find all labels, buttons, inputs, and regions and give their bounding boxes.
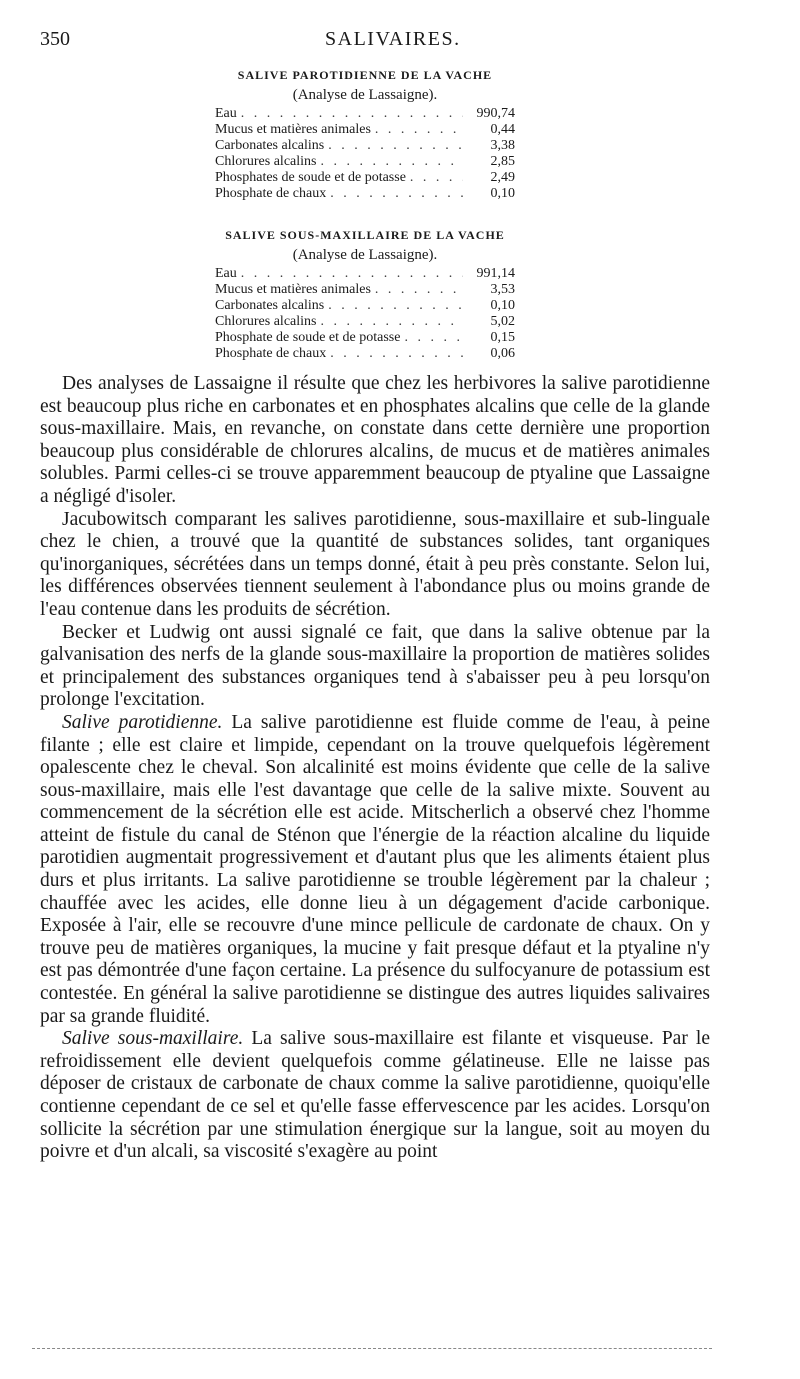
- row-label: Phosphate de chaux: [215, 346, 327, 361]
- row-value: 2,49: [490, 170, 515, 185]
- table-subtitle: (Analyse de Lassaigne).: [292, 247, 438, 263]
- table-row: [215, 122, 515, 138]
- leader-dots: [404, 330, 463, 346]
- paragraph: [40, 373, 710, 509]
- table-row: [215, 346, 515, 362]
- row-label: Mucus et matières animales: [215, 282, 371, 297]
- leader-dots: [320, 154, 463, 170]
- paragraph-text: La salive parotidienne est fluide comme de l'eau, à peine filante ; elle est claire et limpide, cependant on la trouve quelquefois légèrement opalescente chez le cheval. Son alcalinité est moins évidente que celle de la salive sous-maxillaire, mais elle l'est davantage que celle de la salive mixte. Souvent au commencement de la sécrétion elle est acide. Mitscherlich a observé chez l'homme atteint de fistule du canal de Sténon que l'énergie de la réaction alcaline du liquide parotidien augmentait progressivement et d'autant plus que les aliments étaient plus durs et plus irritants. La salive parotidienne se trouble légèrement par la chaleur ; chauffée avec les acides, elle donne lieu à un dégagement d'acide carbonique. Exposée à l'air, elle se recouvre d'une mince pellicule de cardonate de chaux. On y trouve peu de matières organiques, la mucine y fait presque défaut et la ptyaline n'y est pas démontrée d'une façon certaine. La présence du sulfocyanure de potassium est contestée. En général la salive parotidienne se distingue des autres liquides salivaires par sa grande fluidité.: [40, 711, 710, 1027]
- table-row: [215, 314, 515, 330]
- row-value: 991,14: [476, 266, 515, 281]
- row-value: 3,53: [490, 282, 515, 297]
- row-value: 990,74: [476, 106, 515, 121]
- table-row: [215, 106, 515, 122]
- leader-dots: [328, 138, 463, 154]
- row-label: Eau: [215, 106, 237, 121]
- table-row: [215, 330, 515, 346]
- paragraph-text: Jacubowitsch comparant les salives parotidienne, sous-maxillaire et sub-linguale chez le chien, a trouvé que la quantité de substances solides, tant organiques qu'inorganiques, sécrétées dans un temps donné, était à peu près constante. Selon lui, les différences observées tiennent seulement à l'abondance plus ou moins grande de l'eau contenue dans les produits de sécrétion.: [40, 508, 710, 620]
- paragraph: [40, 712, 710, 1028]
- leader-dots: [375, 282, 463, 298]
- leader-dots: [320, 314, 463, 330]
- paragraph-text: Becker et Ludwig ont aussi signalé ce fait, que dans la salive obtenue par la galvanisation des nerfs de la glande sous-maxillaire la proportion de matières solides et principalement des substances organiques tend à s'abaisser peu à peu lorsqu'on prolonge l'excitation.: [40, 621, 710, 711]
- table-row: [215, 138, 515, 154]
- table-row: [215, 154, 515, 170]
- analysis-table-submaxillary: [215, 226, 515, 362]
- row-label: Eau: [215, 266, 237, 281]
- leader-dots: [375, 122, 463, 138]
- section-heading-parotid: Salive parotidienne.: [62, 711, 223, 733]
- running-head: SALIVAIRES.: [325, 28, 461, 50]
- table-row: [215, 186, 515, 202]
- row-label: Phosphates de soude et de potasse: [215, 170, 406, 185]
- section-heading-submaxillary: Salive sous-maxillaire.: [62, 1028, 244, 1050]
- row-value: 0,15: [490, 330, 515, 345]
- row-value: 5,02: [490, 314, 515, 329]
- paragraph: [40, 1028, 710, 1164]
- paragraph: [40, 509, 710, 622]
- row-label: Chlorures alcalins: [215, 314, 317, 329]
- row-label: Phosphate de chaux: [215, 186, 327, 201]
- row-value: 2,85: [490, 154, 515, 169]
- leader-dots: [330, 186, 463, 202]
- table-row: [215, 266, 515, 282]
- page-number: 350: [40, 28, 70, 50]
- table-subtitle: (Analyse de Lassaigne).: [292, 87, 438, 103]
- row-value: 0,10: [490, 186, 515, 201]
- row-label: Mucus et matières animales: [215, 122, 371, 137]
- row-value: 3,38: [490, 138, 515, 153]
- table-row: [215, 298, 515, 314]
- leader-dots: [328, 298, 463, 314]
- row-label: Chlorures alcalins: [215, 154, 317, 169]
- row-label: Phosphate de soude et de potasse: [215, 330, 401, 345]
- footer-divider: [32, 1348, 712, 1349]
- row-value: 0,06: [490, 346, 515, 361]
- paragraph-text: La salive sous-maxillaire est filante et visqueuse. Par le refroidissement elle devient quelquefois comme gélatineuse. Elle ne laisse pas déposer de cristaux de carbonate de chaux comme la salive parotidienne, quoiqu'elle contienne cependant de ce sel et qu'elle fasse effervescence par les acides. Lorsqu'on sollicite la sécrétion par une stimulation énergique sur la langue, soit au moyen du poivre et d'un alcali, sa viscosité s'exagère au point: [40, 1028, 711, 1163]
- leader-dots: [241, 266, 463, 282]
- leader-dots: [330, 346, 463, 362]
- row-value: 0,44: [490, 122, 515, 137]
- leader-dots: [410, 170, 463, 186]
- table-row: [215, 282, 515, 298]
- table-title: SALIVE PAROTIDIENNE DE LA VACHE: [237, 68, 493, 82]
- row-value: 0,10: [490, 298, 515, 313]
- paragraph-text: Des analyses de Lassaigne il résulte que chez les herbivores la salive parotidienne est beaucoup plus riche en carbonates et en phosphates alcalins que celle de la glande sous-maxillaire. Mais, en revanche, on constate dans cette dernière une proportion beaucoup plus considérable de chlorures alcalins, de mucus et de matières animales solubles. Parmi celles-ci se trouve apparemment beaucoup de ptyaline que Lassaigne a négligé d'isoler.: [40, 373, 710, 507]
- analysis-table-parotid: [215, 66, 515, 202]
- row-label: Carbonates alcalins: [215, 298, 325, 313]
- row-label: Carbonates alcalins: [215, 138, 325, 153]
- table-row: [215, 170, 515, 186]
- table-title: SALIVE SOUS-MAXILLAIRE DE LA VACHE: [225, 228, 505, 242]
- leader-dots: [241, 106, 463, 122]
- paragraph: [40, 622, 710, 712]
- body-text: [40, 373, 710, 1164]
- page-header: [40, 28, 720, 56]
